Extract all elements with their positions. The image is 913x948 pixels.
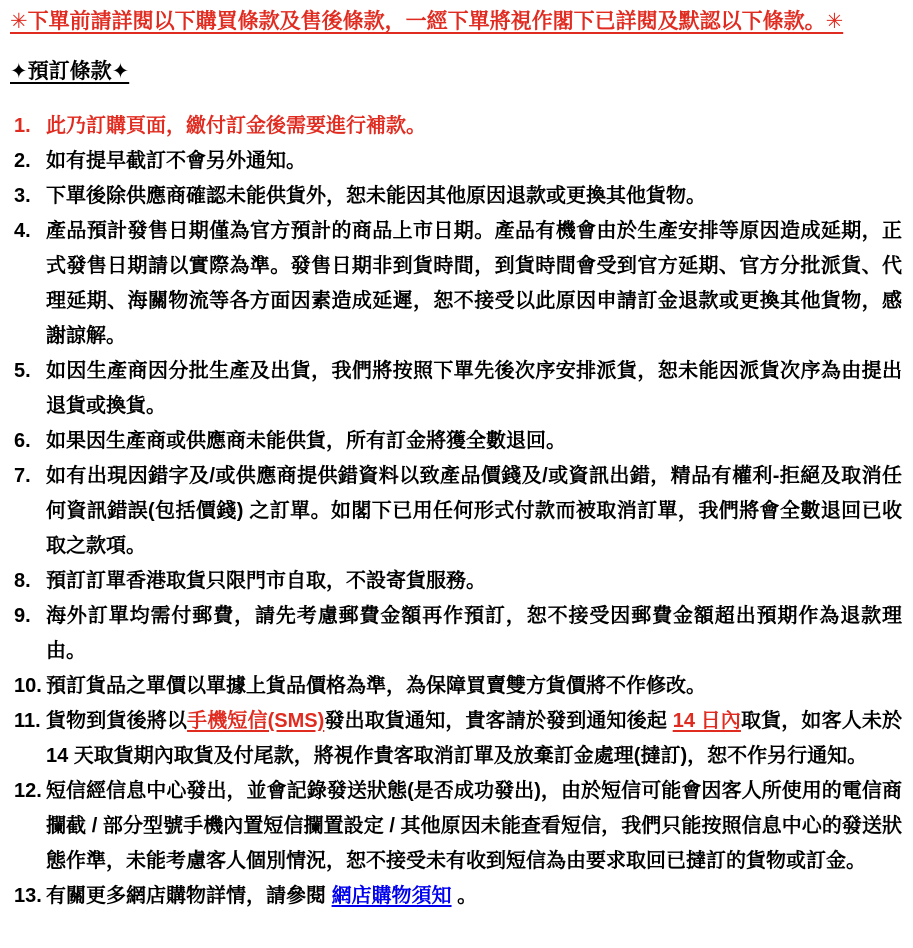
term-text-segment: 如果因生產商或供應商未能供貨，所有訂金將獲全數退回。 <box>46 430 566 452</box>
terms-list <box>10 109 902 914</box>
term-number: 10. <box>14 675 42 697</box>
term-text-segment: 如因生產商因分批生產及出貨，我們將按照下單先後次序安排派貨，恕未能因派貨次序為由提出退貨或換貨。 <box>46 360 902 417</box>
term-text-segment: 預訂貨品之單價以單據上貨品價格為準，為保障買賣雙方貨價將不作修改。 <box>46 675 706 697</box>
term-text <box>46 570 486 592</box>
term-number: 6. <box>14 430 31 452</box>
term-text-segment: 發出取貨通知，貴客請於發到通知後起 <box>324 710 673 732</box>
highlighted-red-text: 手機短信(SMS) <box>187 710 325 732</box>
term-number: 11. <box>14 710 41 732</box>
preorder-terms-page <box>10 8 902 914</box>
term-item-9 <box>10 599 902 669</box>
section-title: ✦預訂條款✦ <box>10 60 130 83</box>
term-text <box>46 885 477 907</box>
term-text <box>46 220 902 347</box>
notice-banner <box>10 8 902 36</box>
term-item-10 <box>10 669 902 704</box>
term-text-segment: 。 <box>451 885 478 907</box>
term-number: 7. <box>14 465 31 487</box>
term-text <box>46 465 902 557</box>
term-number: 2. <box>14 150 31 172</box>
term-item-2 <box>10 144 902 179</box>
term-text <box>46 605 902 662</box>
term-number: 12. <box>14 780 42 802</box>
term-text-segment: 有關更多網店購物詳情，請參閱 <box>46 885 332 907</box>
notice-text: ✳下單前請詳閱以下購買條款及售後條款，一經下單將視作閣下已詳閱及默認以下條款。✳ <box>10 10 844 33</box>
term-text-segment: 取貨，如客人未於 14 天取貨期內取貨及付尾款，將視作貴客取消訂單及放棄訂金處理(撻訂)，恕不作另行通知。 <box>46 710 902 767</box>
term-number: 5. <box>14 360 31 382</box>
term-text-segment: 下單後除供應商確認未能供貨外，恕未能因其他原因退款或更換其他貨物。 <box>46 185 706 207</box>
term-number: 4. <box>14 220 31 242</box>
term-item-4 <box>10 214 902 354</box>
term-item-6 <box>10 424 902 459</box>
term-text <box>46 780 902 872</box>
term-text <box>46 710 902 767</box>
shop-guide-link[interactable]: 網店購物須知 <box>331 885 452 907</box>
term-text <box>46 115 426 137</box>
term-text-segment: 產品預計發售日期僅為官方預計的商品上市日期。產品有機會由於生產安排等原因造成延期，正式發售日期請以實際為準。發售日期非到貨時間，到貨時間會受到官方延期、官方分批派貨、代理延期、海關物流等各方面因素造成延遲，恕不接受以此原因申請訂金退款或更換其他貨物，感謝諒解。 <box>46 220 902 347</box>
term-text-segment: 短信經信息中心發出，並會記錄發送狀態(是否成功發出)，由於短信可能會因客人所使用的電信商攔截 / 部分型號手機內置短信攔置設定 / 其他原因未能查看短信，我們只能按照信息中心的發送狀態作準，未能考慮客人個別情況，恕不接受未有收到短信為由要求取回已撻訂的貨物或訂金。 <box>46 780 902 872</box>
term-text <box>46 675 706 697</box>
term-text <box>46 430 566 452</box>
term-item-8 <box>10 564 902 599</box>
term-item-5 <box>10 354 902 424</box>
term-number: 13. <box>14 885 42 907</box>
term-item-7 <box>10 459 902 564</box>
highlighted-red-text: 14 日內 <box>672 710 741 732</box>
term-text-segment: 此乃訂購頁面，繳付訂金後需要進行補款。 <box>46 115 426 137</box>
term-text <box>46 360 902 417</box>
term-number: 8. <box>14 570 31 592</box>
term-text <box>46 150 306 172</box>
term-text-segment: 如有出現因錯字及/或供應商提供錯資料以致產品價錢及/或資訊出錯，精品有權利-拒絕及取消任何資訊錯誤(包括價錢) 之訂單。如閣下已用任何形式付款而被取消訂單，我們將會全數退回已收取之款項。 <box>46 465 902 557</box>
section-title-row <box>10 55 902 85</box>
term-text-segment: 預訂訂單香港取貨只限門市自取，不設寄貨服務。 <box>46 570 486 592</box>
term-text-segment: 如有提早截訂不會另外通知。 <box>46 150 306 172</box>
term-item-11 <box>10 704 902 774</box>
term-item-13 <box>10 879 902 914</box>
term-item-1 <box>10 109 902 144</box>
term-text <box>46 185 706 207</box>
term-item-3 <box>10 179 902 214</box>
term-item-12 <box>10 774 902 879</box>
term-number: 9. <box>14 605 31 627</box>
term-text-segment: 貨物到貨後將以 <box>46 710 188 732</box>
term-number: 1. <box>14 115 31 137</box>
term-number: 3. <box>14 185 31 207</box>
term-text-segment: 海外訂單均需付郵費，請先考慮郵費金額再作預訂，恕不接受因郵費金額超出預期作為退款理由。 <box>46 605 902 662</box>
